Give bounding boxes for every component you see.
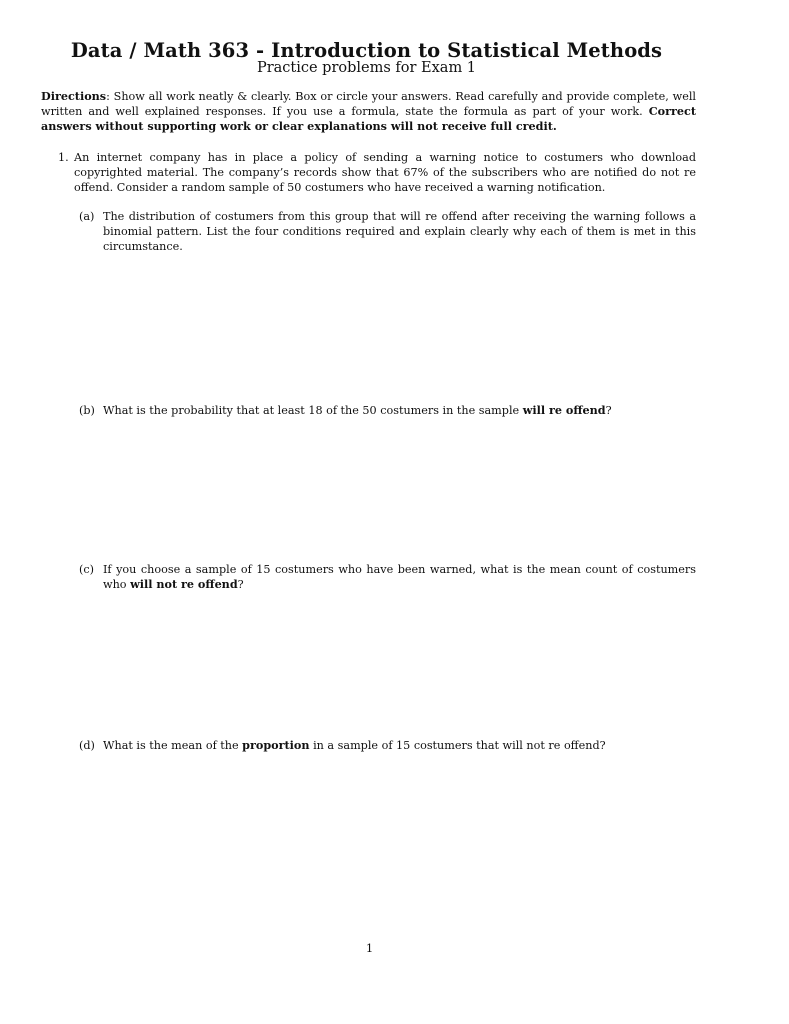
directions-colon: : — [106, 90, 110, 103]
page-number: 1 — [365, 941, 374, 955]
part-c-label: (c) — [79, 563, 94, 576]
part-c-text-after: ? — [237, 578, 244, 591]
part-b-text-after: ? — [605, 404, 612, 417]
part-b-label: (b) — [79, 404, 95, 417]
problem-1-text: An internet company has in place a policy of sending a warning notice to costumers who download copyrighted material. The company’s records show that 67% of the subscribers who are notified do not re offend. Consider a random sample of 50 costumers who have received a warning notification. — [74, 151, 696, 194]
part-d-text-before: What is the mean of the — [103, 739, 243, 752]
directions-text: Show all work neatly & clearly. Box or circle your answers. Read carefully and provide complete, well written and well explained responses. If you use a formula, state the formula as part of your work. — [41, 90, 696, 118]
directions-warning: Correct answers without supporting work or clear explanations will not receive full credit. — [41, 104, 696, 133]
part-b-text — [103, 403, 696, 418]
part-c-text-before: If you choose a sample of 15 costumers who have been warned, what is the mean count of costumers who — [103, 563, 696, 591]
directions-paragraph — [41, 89, 696, 134]
part-c-text — [103, 562, 696, 592]
problem-1-number: 1. — [58, 151, 69, 164]
part-a-text: The distribution of costumers from this group that will re offend after receiving the warning follows a binomial pattern. List the four conditions required and explain clearly why each of them is met in this circumstance. — [103, 210, 696, 253]
part-c-bold: will not re offend — [130, 577, 238, 591]
page-subtitle: Practice problems for Exam 1 — [256, 60, 477, 76]
part-d-text-after: in a sample of 15 costumers that will not re offend? — [309, 739, 606, 752]
part-b-bold: will re offend — [522, 403, 606, 417]
part-a-label: (a) — [79, 210, 95, 223]
directions-label: Directions — [41, 89, 107, 103]
page-title: Data / Math 363 - Introduction to Statistical Methods — [70, 39, 663, 62]
part-b-text-before: What is the probability that at least 18 of the 50 costumers in the sample — [103, 404, 523, 417]
part-d-text — [103, 738, 696, 753]
part-d-label: (d) — [79, 739, 95, 752]
part-d-bold: proportion — [242, 738, 310, 752]
